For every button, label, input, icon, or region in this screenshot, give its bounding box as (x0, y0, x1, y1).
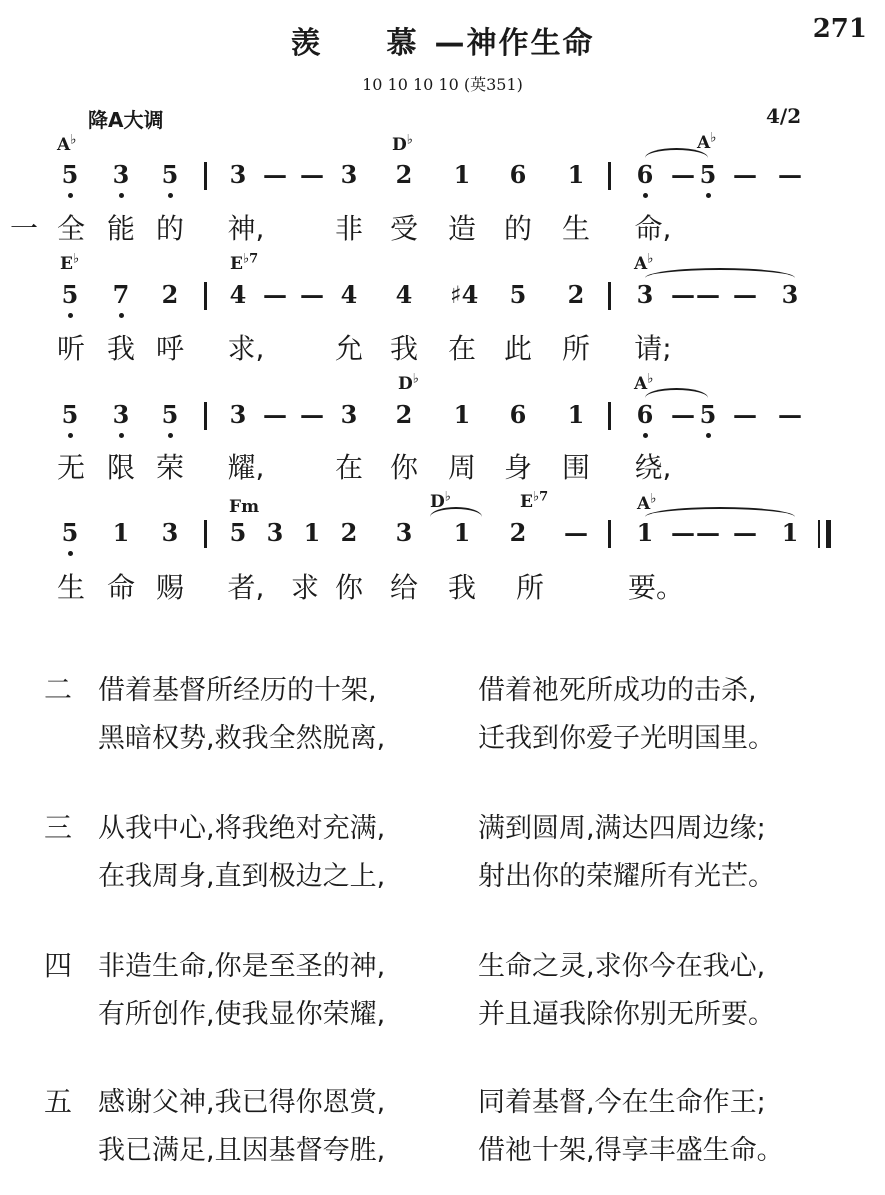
lyric-syllable: 请; (634, 332, 672, 365)
note: — (733, 518, 757, 547)
octave-dot (168, 193, 173, 198)
octave-dot (643, 433, 648, 438)
verse-line: 射出你的荣耀所有光芒。 (478, 861, 775, 892)
score-line-4 (0, 518, 885, 550)
octave-dot (68, 551, 73, 556)
barline (608, 402, 611, 430)
lyric-syllable: 允 (334, 332, 363, 365)
lyric-syllable: 荣 (155, 451, 184, 484)
note: 3 (395, 518, 413, 547)
lyric-syllable: 你 (389, 451, 418, 484)
lyric-syllable: 我 (447, 571, 476, 604)
note: — (733, 160, 757, 189)
barline (608, 282, 611, 310)
note: 5 (229, 518, 247, 547)
lyric-syllable: 的 (503, 212, 532, 245)
chord-symbol: A♭ (697, 130, 717, 153)
octave-dot (68, 433, 73, 438)
tie-slur (645, 507, 795, 517)
barline (204, 520, 207, 548)
score-line-3 (0, 400, 885, 432)
lyric-syllable: 者, (227, 571, 265, 604)
note: 3 (161, 518, 179, 547)
title-dash: — (434, 26, 467, 61)
lyric-syllable: 神, (227, 212, 265, 245)
lyric-syllable: 在 (447, 332, 476, 365)
note: 1 (781, 518, 799, 547)
note: 1 (567, 160, 585, 189)
time-signature: 4/2 (766, 104, 802, 128)
lyric-syllable: 给 (389, 571, 418, 604)
barline (204, 282, 207, 310)
note: 2 (395, 400, 413, 429)
lyric-syllable: 求 (290, 571, 319, 604)
barline (204, 162, 207, 190)
verse-line: 从我中心,将我绝对充满, (98, 813, 386, 844)
note: 6 (636, 160, 654, 189)
note: — (778, 400, 802, 429)
note: 2 (509, 518, 527, 547)
note: — (696, 518, 720, 547)
note: 4 (395, 280, 413, 309)
note: — (778, 160, 802, 189)
note: 5 (61, 280, 79, 309)
note: — (733, 400, 757, 429)
lyric-syllable: 生 (56, 571, 85, 604)
lyric-syllable: 所 (515, 571, 544, 604)
note: 2 (567, 280, 585, 309)
verse-line: 借祂十架,得享丰盛生命。 (478, 1135, 784, 1166)
lyric-syllable: 命 (106, 571, 135, 604)
note: 1 (636, 518, 654, 547)
note: 3 (229, 400, 247, 429)
note: 1 (453, 400, 471, 429)
lyric-syllable: 所 (561, 332, 590, 365)
chord-symbol: Fm (229, 497, 260, 517)
tie-slur (645, 388, 708, 398)
note: 7 (112, 280, 130, 309)
octave-dot (119, 313, 124, 318)
barline (608, 520, 611, 548)
lyric-line-2 (0, 327, 885, 367)
note: 5 (161, 160, 179, 189)
note: — (671, 518, 695, 547)
note: 1 (453, 160, 471, 189)
verse-line: 迁我到你爱子光明国里。 (478, 723, 775, 754)
note: 1 (567, 400, 585, 429)
final-barline (826, 520, 831, 548)
note: — (671, 280, 695, 309)
note: 3 (266, 518, 284, 547)
lyric-syllable: 身 (503, 451, 532, 484)
lyric-line-1 (0, 207, 885, 247)
chord-symbol: E♭ (60, 251, 80, 274)
note: 3 (636, 280, 654, 309)
verse-line: 生命之灵,求你今在我心, (478, 951, 766, 982)
chord-symbol: D♭ (430, 489, 451, 512)
lyric-syllable: 听 (56, 332, 85, 365)
chord-symbol: $E^{♭7}$ (520, 489, 549, 512)
lyric-syllable: 周 (447, 451, 476, 484)
note: 3 (229, 160, 247, 189)
octave-dot (119, 193, 124, 198)
note: — (696, 280, 720, 309)
octave-dot (119, 433, 124, 438)
title-sub: 神作生命 (466, 26, 595, 61)
note: 5 (161, 400, 179, 429)
barline (204, 402, 207, 430)
note: 5 (61, 518, 79, 547)
lyric-syllable: 全 (56, 212, 85, 245)
chord-symbol: A♭ (634, 371, 654, 394)
note: — (263, 400, 287, 429)
chord-symbol: A♭ (637, 491, 657, 514)
lyric-syllable: 受 (389, 212, 418, 245)
octave-dot (706, 433, 711, 438)
verse-line: 我已满足,且因基督夸胜, (98, 1135, 386, 1166)
lyric-syllable: 此 (503, 332, 532, 365)
note: 5 (61, 160, 79, 189)
note: 2 (161, 280, 179, 309)
note: 3 (340, 160, 358, 189)
stanza-number: 二 (44, 673, 73, 706)
note: — (263, 280, 287, 309)
lyric-syllable: 命, (634, 212, 672, 245)
lyric-syllable: 要。 (628, 571, 685, 604)
note: — (263, 160, 287, 189)
stanza-number: 五 (44, 1085, 73, 1118)
lyric-syllable: 的 (155, 212, 184, 245)
octave-dot (706, 193, 711, 198)
lyric-syllable: 生 (561, 212, 590, 245)
note: 6 (509, 400, 527, 429)
note: — (300, 400, 324, 429)
lyric-syllable: 绕, (634, 451, 672, 484)
note: 1 (303, 518, 321, 547)
note: 6 (636, 400, 654, 429)
hymn-title (0, 18, 885, 62)
final-barline (818, 520, 820, 548)
lyric-syllable: 你 (334, 571, 363, 604)
verse-line: 黑暗权势,救我全然脱离, (98, 723, 386, 754)
octave-dot (643, 193, 648, 198)
lyric-syllable: 在 (334, 451, 363, 484)
note: 4 (229, 280, 247, 309)
score-line-2 (0, 280, 885, 312)
verse-line: 并且逼我除你别无所要。 (478, 999, 775, 1030)
meter-label: 10 10 10 10 (英351) (362, 75, 523, 94)
verse-line: 借着基督所经历的十架, (98, 675, 377, 706)
lyric-syllable: 一 (9, 212, 38, 245)
note: 5 (61, 400, 79, 429)
note: 1 (112, 518, 130, 547)
note: 3 (112, 400, 130, 429)
octave-dot (68, 313, 73, 318)
lyric-syllable: 造 (447, 212, 476, 245)
note: 3 (340, 400, 358, 429)
title-main: 羡 慕 (290, 26, 435, 61)
note: 3 (781, 280, 799, 309)
chord-symbol: $E^{♭7}$ (230, 251, 259, 274)
stanza-number: 四 (44, 949, 73, 982)
note: — (564, 518, 588, 547)
verse-line: 满到圆周,满达四周边缘; (478, 813, 766, 844)
lyric-syllable: 我 (389, 332, 418, 365)
chord-symbol: D♭ (392, 132, 413, 155)
note: 2 (395, 160, 413, 189)
verse-line: 有所创作,使我显你荣耀, (98, 999, 386, 1030)
octave-dot (168, 433, 173, 438)
note: — (733, 280, 757, 309)
chord-symbol: A♭ (634, 251, 654, 274)
chord-symbol: D♭ (398, 371, 419, 394)
note: 6 (509, 160, 527, 189)
note: — (300, 280, 324, 309)
verse-line: 同着基督,今在生命作王; (478, 1087, 766, 1118)
lyric-syllable: 限 (106, 451, 135, 484)
note: 5 (699, 400, 717, 429)
lyric-syllable: 赐 (155, 571, 184, 604)
note: 5 (699, 160, 717, 189)
verse-line: 非造生命,你是至圣的神, (98, 951, 386, 982)
stanza-number: 三 (44, 811, 73, 844)
chord-symbol: A♭ (57, 132, 77, 155)
lyric-syllable: 能 (106, 212, 135, 245)
note: 4 (340, 280, 358, 309)
lyric-line-3 (0, 446, 885, 486)
note: 3 (112, 160, 130, 189)
note: — (300, 160, 324, 189)
note: 5 (509, 280, 527, 309)
key-signature: 降A大调 (88, 108, 164, 132)
lyric-line-4 (0, 566, 885, 606)
verse-line: 感谢父神,我已得你恩赏, (98, 1087, 386, 1118)
lyric-syllable: 非 (334, 212, 363, 245)
lyric-syllable: 围 (561, 451, 590, 484)
note: 2 (340, 518, 358, 547)
lyric-syllable: 耀, (227, 451, 265, 484)
page-number: 271 (812, 14, 867, 44)
octave-dot (68, 193, 73, 198)
note: — (671, 160, 695, 189)
verse-line: 借着祂死所成功的击杀, (478, 675, 757, 706)
verse-line: 在我周身,直到极边之上, (98, 861, 386, 892)
lyric-syllable: 我 (106, 332, 135, 365)
lyric-syllable: 求, (227, 332, 265, 365)
barline (608, 162, 611, 190)
score-line-1 (0, 160, 885, 192)
note: ♯4 (450, 280, 479, 309)
lyric-syllable: 呼 (155, 332, 184, 365)
note: — (671, 400, 695, 429)
tie-slur (645, 268, 795, 278)
note: 1 (453, 518, 471, 547)
lyric-syllable: 无 (56, 451, 85, 484)
